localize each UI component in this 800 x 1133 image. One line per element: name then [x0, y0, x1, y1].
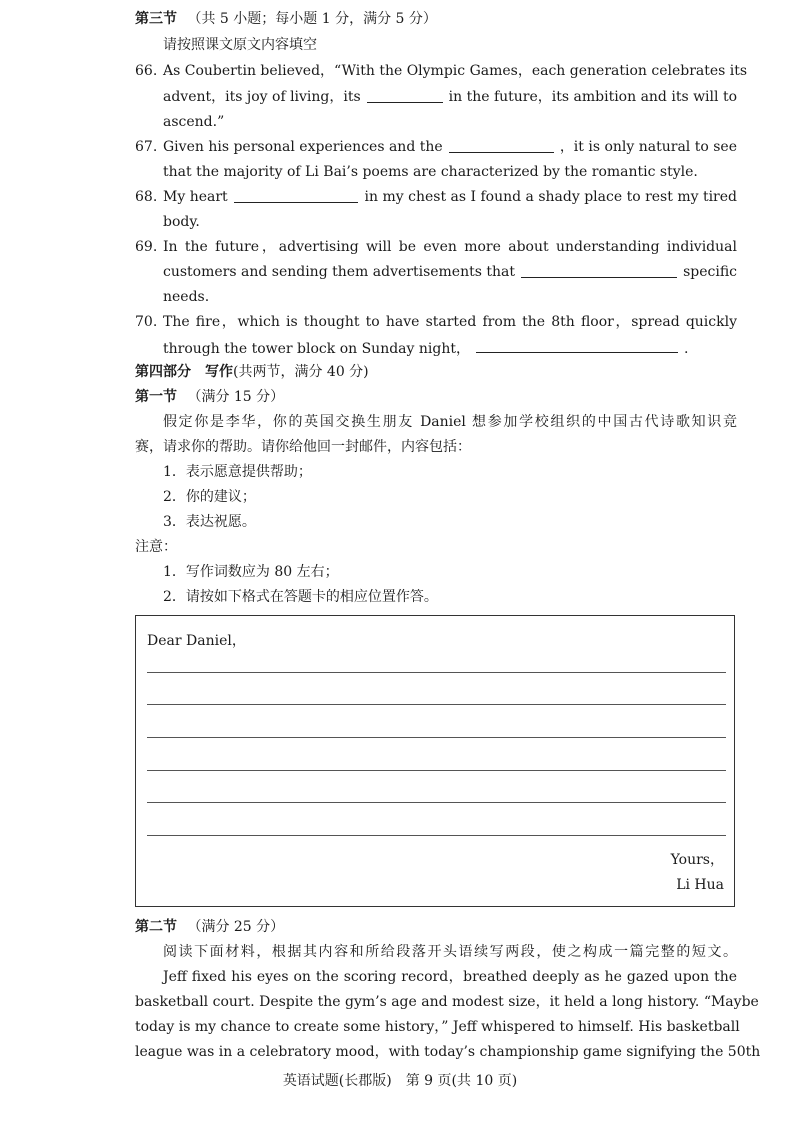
question-text: specific	[683, 264, 737, 280]
question-line	[163, 137, 737, 157]
question-text: through the tower block on Sunday night，	[163, 341, 470, 357]
section2-heading: 第二节	[135, 919, 177, 935]
question-line	[163, 187, 737, 207]
question-text: customers and sending them advertisements that	[163, 264, 515, 280]
question-text: advent，its joy of living，its	[163, 89, 361, 105]
prompt-item: 3．表达祝愿。	[163, 514, 256, 530]
answer-blank[interactable]	[367, 87, 443, 103]
notice-item: 1．写作词数应为 80 左右；	[163, 564, 339, 580]
section3-note: （共 5 小题；每小题 1 分，满分 5 分）	[187, 11, 437, 27]
passage-line: basketball court. Despite the gym’s age and modest size，it held a long history. “Maybe	[135, 994, 759, 1010]
question-text: needs.	[163, 289, 210, 305]
letter-greeting: Dear Daniel，	[147, 633, 246, 649]
writing-line	[147, 802, 726, 803]
answer-blank[interactable]	[234, 187, 358, 203]
section1-heading: 第一节	[135, 389, 177, 405]
letter-closing: Yours，	[670, 852, 724, 868]
question-text: ，it is only natural to see	[559, 139, 737, 155]
question-number: 66.	[135, 63, 158, 79]
passage-line: league was in a celebratory mood，with today’s championship game signifying the 50th	[135, 1044, 761, 1060]
writing-line	[147, 835, 726, 836]
question-text: The fire，which is thought to have started from the 8th floor，spread quickly	[163, 314, 737, 330]
section1-note: （满分 15 分）	[187, 389, 285, 405]
page-footer: 英语试题(长郡版) 第 9 页(共 10 页)	[282, 1073, 518, 1089]
section2-header	[135, 917, 284, 937]
question-number: 70.	[135, 314, 158, 330]
part4-note: (共两节，满分 40 分)	[233, 364, 369, 380]
question-number: 67.	[135, 139, 158, 155]
letter-writing-box[interactable]	[135, 615, 735, 907]
prompt-text: 假定你是李华，你的英国交换生朋友 Daniel 想参加学校组织的中国古代诗歌知识竞	[163, 414, 737, 430]
prompt-item: 1．表示愿意提供帮助；	[163, 464, 312, 480]
prompt-text: 赛，请求你的帮助。请你给他回一封邮件，内容包括：	[135, 439, 471, 455]
section2-instruction: 阅读下面材料，根据其内容和所给段落开头语续写两段，使之构成一篇完整的短文。	[163, 944, 737, 960]
question-line	[163, 337, 688, 359]
question-text: Given his personal experiences and the	[163, 139, 443, 155]
section3-heading: 第三节	[135, 11, 177, 27]
question-text: In the future，advertising will be even more about understanding individual	[163, 239, 737, 255]
question-line	[163, 262, 737, 282]
passage-line: Jeff fixed his eyes on the scoring record，breathed deeply as he gazed upon the	[163, 969, 737, 985]
question-text: in my chest as I found a shady place to rest my tired	[364, 189, 737, 205]
passage-line: today is my chance to create some history，” Jeff whispered to himself. His basketball	[135, 1019, 740, 1035]
writing-line	[147, 770, 726, 771]
notice-label: 注意：	[135, 539, 177, 555]
question-text: ascend.”	[163, 114, 225, 130]
writing-line	[147, 704, 726, 705]
section3-instruction: 请按照课文原文内容填空	[163, 37, 317, 53]
question-number: 69.	[135, 239, 158, 255]
writing-line	[147, 737, 726, 738]
letter-signature: Li Hua	[676, 877, 724, 893]
question-text: that the majority of Li Bai’s poems are characterized by the romantic style.	[163, 164, 698, 180]
question-text: As Coubertin believed，“With the Olympic Games，each generation celebrates its	[163, 63, 748, 79]
question-number: 68.	[135, 189, 158, 205]
question-text: in the future，its ambition and its will to	[448, 89, 737, 105]
part4-header	[135, 362, 369, 382]
section3-header	[135, 9, 437, 29]
notice-item: 2．请按如下格式在答题卡的相应位置作答。	[163, 589, 438, 605]
part4-heading: 第四部分 写作	[135, 364, 233, 380]
prompt-item: 2．你的建议；	[163, 489, 256, 505]
question-line	[163, 87, 737, 107]
section2-note: （满分 25 分）	[187, 919, 285, 935]
question-text: .	[683, 341, 689, 357]
writing-line	[147, 672, 726, 673]
question-text: My heart	[163, 189, 228, 205]
answer-blank[interactable]	[449, 137, 554, 153]
answer-blank[interactable]	[521, 262, 677, 278]
section1-header	[135, 387, 284, 407]
question-text: body.	[163, 214, 200, 230]
answer-blank[interactable]	[476, 337, 678, 353]
